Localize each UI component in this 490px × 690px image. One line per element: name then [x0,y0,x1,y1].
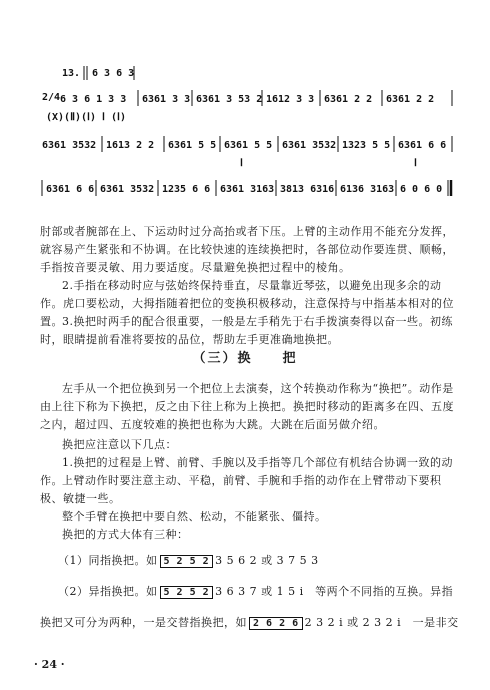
notation-box: 5 2 5 2 [160,586,214,599]
example-line [58,583,460,602]
score-bar: 6361 3163 [220,184,275,195]
score-bar: 6361 3 53 2 [196,94,263,105]
score-bar: 6 3 6 1 3 3 [60,94,127,105]
paragraph: 上臂动作时要注意主动、平稳，前臂、手腕和手指的动作在上臂带动下要积极、敏捷一些。 [40,474,442,505]
score-bar: 6 3 6 3 [92,68,135,79]
paragraph: 整个手臂在换把中要自然、松动，不能紧张、僵持。 [62,510,327,523]
example-label: 换把又可分为两种，一是交替指换把，如 [40,616,247,629]
paragraph: 1.换把的过程是上臂、前臂、手腕以及手指等几个部位有机结合协调一致的动作。 [40,456,453,487]
fingering-mark: Ⅰ [414,158,417,169]
notation-example: 3 6 3 7 或 1 5 i 等两个不同指的互换。异指 [215,585,454,598]
score-bar: 6136 3163 [340,184,395,195]
paragraph: 换把应注意以下几点： [62,438,177,451]
music-score [40,60,460,220]
score-bar: 1613 2 2 [106,140,155,151]
page-number: · 24 · [34,658,65,671]
paragraph: 3.换把时两手的配合很重要，一般是左手稍先于右手拨演奏得以奋一些。初练时，眼睛提前看准将要按的品位，帮助左手更准确地换把。 [40,315,453,346]
fingering-mark: Ⅰ [240,158,243,169]
measure-number: 13. [62,68,81,79]
notation-box: 2 6 2 6 [249,617,303,630]
score-bar: 1235 6 6 [162,184,211,195]
example-label: （2）异指换把。如 [58,585,158,598]
example-line [58,552,460,571]
score-bar: 6361 5 5 [168,140,217,151]
score-bar: 6361 6 6 [398,140,447,151]
score-svg [40,60,460,220]
paragraph: 左手从一个把位换到另一个把位上去演奏，这个转换动作称为“换把”。动作是由上往下称为下换把，反之由下往上称为上换把。换把时移动的距离多在四、五度之内，超过四、五度较难的换把也称为大跳。大跳在后面另做介绍。 [40,382,454,431]
notation-example: 3 5 6 2 或 3 7 5 3 [215,554,319,567]
notation-example: 2 3 2 i 或 2 3 2 i 一是非交 [304,616,459,629]
score-bar: 3813 6316 [280,184,335,195]
score-bar: 6361 3532 [100,184,155,195]
score-bar: 6361 3532 [282,140,337,151]
example-line [40,614,460,633]
notation-box: 5 2 5 2 [160,555,214,568]
section-heading: （三）换 把 [192,351,298,366]
score-bar: 6361 3 3 [142,94,191,105]
score-bar: 1612 3 3 [266,94,315,105]
paragraph: 换把的方式大体有三种： [62,528,189,541]
score-bar: 6361 6 6 [46,184,95,195]
paragraph: 肘部或者腕部在上、下运动时过分高抬或者下压。上臂的主动作用不能充分发挥，就容易产生紧张和不协调。在比较快速的连续换把时，各部位动作要连贯、顺畅，手指按音要灵敏、用力要适度。尽量避免换把过程中的棱角。 [40,225,454,274]
example-label: （1）同指换把。如 [58,554,158,567]
score-bar: 6361 3532 [42,140,97,151]
score-bar: 6361 5 5 [224,140,273,151]
score-bar: 6361 2 2 [386,94,435,105]
paragraph: 2.手指在移动时应与弦始终保持垂直，尽量靠近琴弦，以避免出现多余的动作。虎口要松动，大拇指随着把位的变换积极移动，注意保持与中指基本相对的位置。 [40,279,454,328]
score-bar: 6 0 6 0 [400,184,443,195]
fingering-marks: (X)(Ⅱ)(Ⅰ) Ⅰ (Ⅰ) [46,112,126,123]
score-bar: 1323 5 5 [342,140,391,151]
time-signature: 2/4 [42,92,61,103]
score-bar: 6361 2 2 [324,94,373,105]
